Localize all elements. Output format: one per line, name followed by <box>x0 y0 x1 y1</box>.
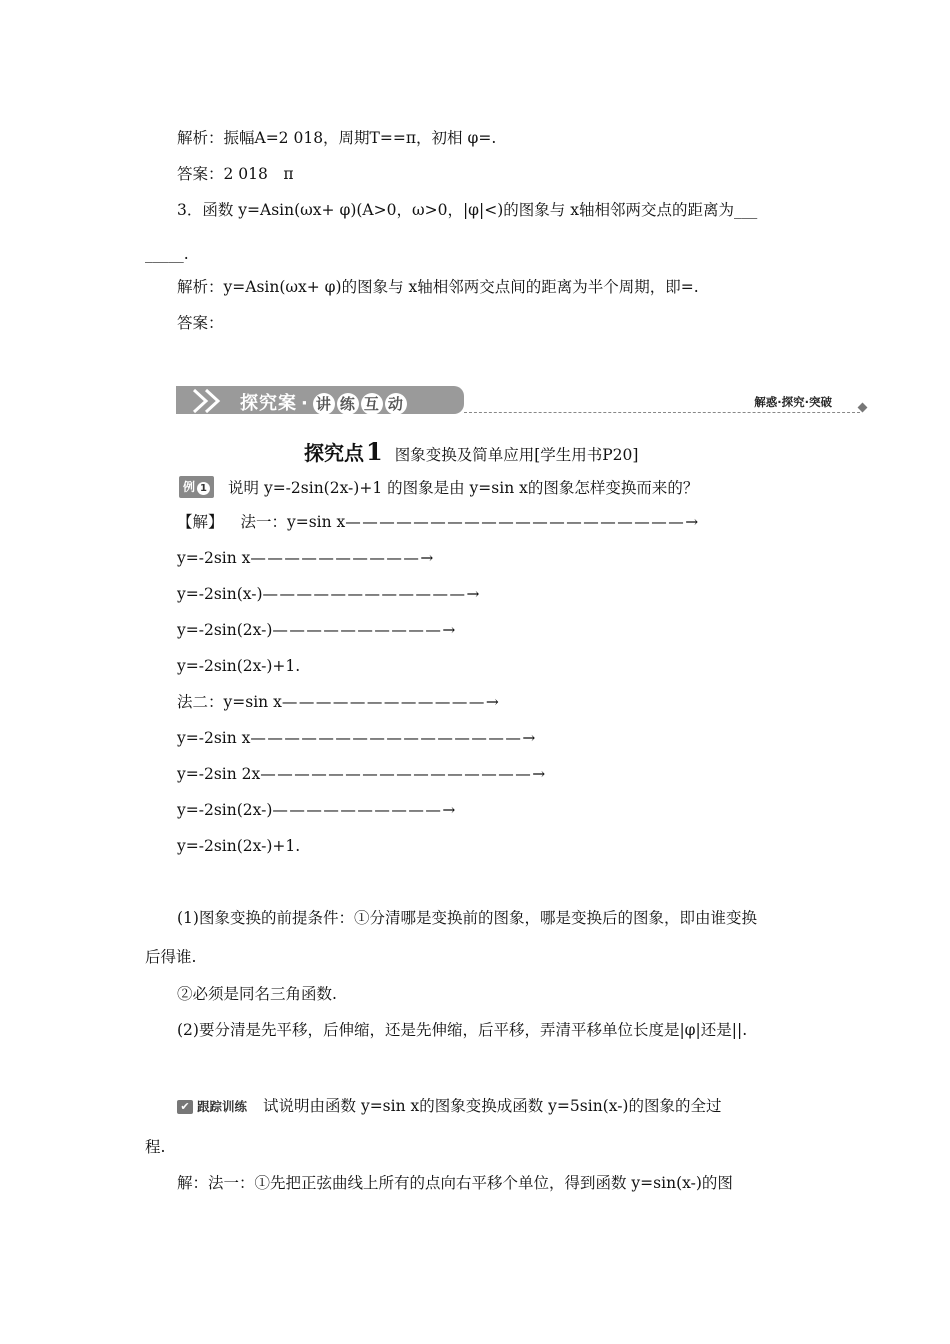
transform-arrow: ————————————→ <box>262 585 482 603</box>
banner-char-4: 动 <box>385 393 407 415</box>
transform-arrow: ——————————→ <box>272 801 457 819</box>
training-solution: 解：法一：①先把正弦曲线上所有的点向右平移个单位，得到函数 y=sin(x-)的图 <box>177 1174 733 1192</box>
step-expression: y=-2sin 2x <box>177 765 261 783</box>
note-1-item-2: ②必须是同名三角函数. <box>177 985 337 1003</box>
analysis-amplitude: 解析：振幅A=2 018，周期T==π，初相 φ=. <box>177 129 497 147</box>
example-1 <box>179 476 698 498</box>
step-expression: y=-2sin(2x-)+1. <box>177 837 301 855</box>
step-expression: y=-2sin x <box>177 549 251 567</box>
method1-step-4 <box>177 656 300 676</box>
step-expression: y=-2sin(2x-)+1. <box>177 657 301 675</box>
step-expression: y=-2sin(2x-) <box>177 801 273 819</box>
method2-step-4 <box>177 836 300 856</box>
training-question <box>177 1096 721 1117</box>
analysis-3: 解析：y=Asin(ωx+ φ)的图象与 x轴相邻两交点间的距离为半个周期，即=. <box>177 278 699 296</box>
method2-start <box>177 692 500 712</box>
example-badge-num: 1 <box>197 482 210 495</box>
example-badge <box>179 476 214 498</box>
banner-char-3: 互 <box>361 393 383 415</box>
section-number: 1 <box>366 437 383 466</box>
transform-arrow: ————————————————→ <box>260 765 547 783</box>
banner-char-2: 练 <box>337 393 359 415</box>
step-expression: y=-2sin(x-) <box>177 585 263 603</box>
method1-step-2 <box>177 584 481 604</box>
section-label: 探究点 <box>304 441 364 465</box>
transform-arrow: ————————————————→ <box>250 729 537 747</box>
banner-title-left: 探究案 <box>240 393 297 414</box>
training-question-cont: 程. <box>145 1138 166 1156</box>
answer-amplitude: 答案：2 018 π <box>177 165 294 183</box>
training-badge-text: 跟踪训练 <box>197 1099 248 1114</box>
banner-right-text: 解惑·探究·突破 <box>754 395 832 409</box>
transform-arrow: ——————————→ <box>272 621 457 639</box>
diamond-icon <box>858 403 868 413</box>
note-2: (2)要分清是先平移，后伸缩，还是先伸缩，后平移，弄清平移单位长度是|φ|还是||. <box>177 1021 748 1039</box>
method2-step-2 <box>177 764 547 784</box>
transform-arrow: ————————————————————→ <box>345 513 700 531</box>
method1-start: 法一：y=sin x <box>240 513 346 531</box>
method1-step-1 <box>177 548 435 568</box>
double-chevron-icon <box>176 386 236 416</box>
checkmark-icon: ✔ <box>177 1100 193 1114</box>
note-1-cont: 后得谁. <box>145 948 197 966</box>
section-heading <box>304 437 638 466</box>
example-text: 说明 y=-2sin(2x-)+1 的图象是由 y=sin x的图象怎样变换而来的？ <box>228 479 699 497</box>
step-expression: y=-2sin(2x-) <box>177 621 273 639</box>
method2-step-3 <box>177 800 457 820</box>
question-3-blank: _____. <box>145 245 189 263</box>
method1-step-3 <box>177 620 457 640</box>
question-3: 3．函数 y=Asin(ωx+ φ)(A>0，ω>0，|φ|<)的图象与 x轴相邻两交点的距离为___ <box>177 201 758 219</box>
banner-dot: · <box>301 393 309 414</box>
note-1: (1)图象变换的前提条件：①分清哪是变换前的图象，哪是变换后的图象，即由谁变换 <box>177 909 757 927</box>
answer-3: 答案： <box>177 314 224 332</box>
solution-method1-start <box>177 512 700 532</box>
banner-char-1: 讲 <box>313 393 335 415</box>
method2-step-1 <box>177 728 537 748</box>
training-badge <box>177 1097 247 1117</box>
transform-arrow: ——————————→ <box>250 549 435 567</box>
step-expression: y=-2sin x <box>177 729 251 747</box>
section-banner <box>176 384 868 416</box>
banner-dashed-line <box>464 412 860 413</box>
training-text: 试说明由函数 y=sin x的图象变换成函数 y=5sin(x-)的图象的全过 <box>263 1097 722 1115</box>
section-subtitle: 图象变换及简单应用[学生用书P20] <box>394 446 639 464</box>
step-expression: 法二：y=sin x <box>177 693 282 711</box>
solution-label: 【解】 <box>177 513 224 531</box>
example-badge-text: 例 <box>183 480 196 494</box>
banner-title <box>240 389 409 415</box>
transform-arrow: ————————————→ <box>281 693 501 711</box>
